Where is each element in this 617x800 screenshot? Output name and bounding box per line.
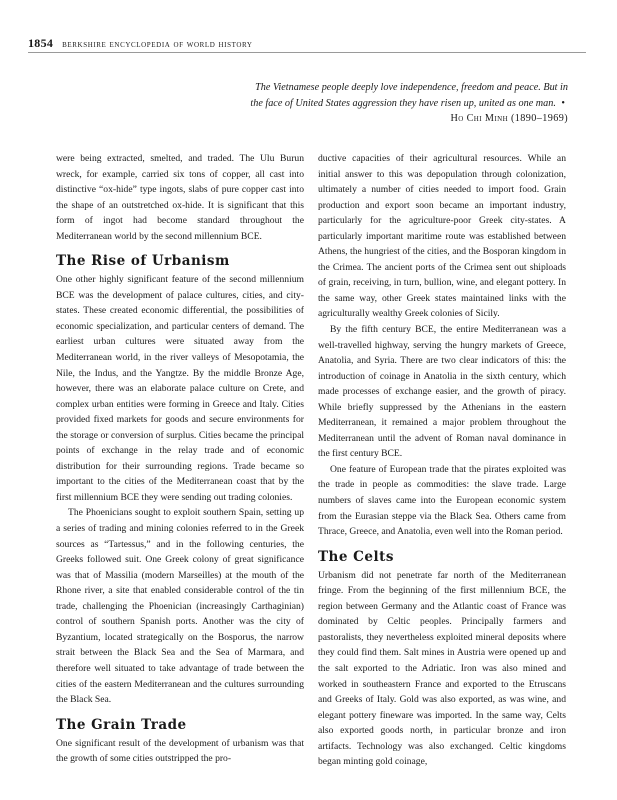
left-column <box>56 151 304 767</box>
section-heading-urbanism: The Rise of Urbanism <box>56 253 230 270</box>
quote-text: The Vietnamese people deeply love independence, freedom and peace. But in the face of United States aggression they have risen up, united as one man. <box>250 82 568 109</box>
quote-bullet: • <box>561 97 565 109</box>
epigraph-quote <box>250 80 568 127</box>
header-rule <box>28 52 586 53</box>
paragraph: One other highly significant feature of the second millennium BCE was the development of palace cultures, cities, and city-states. These created economic differential, the possibilities of economic specialization, and particular centers of demand. The earliest urban cultures were situated away from the Mediterranean world, in the river valleys of Mesopotamia, the Nile, the Indus, and the Yangtze. By the middle Bronze Age, however, there was an elaborate palace culture on Crete, and complex urban entities were forming in Greece and Italy. Cities provided fixed markets for goods and secure environments for the storage or conversion of surplus. Cities became the principal points of exchange in the relay trade and of economic distribution for their surrounding regions. Trade became so important to the cities of the Mediterranean coast that by the first millennium BCE they were sending out trading colonies. <box>56 274 304 503</box>
quote-attribution: Ho Chi Minh (1890–1969) <box>450 113 568 124</box>
paragraph: By the fifth century BCE, the entire Mediterranean was a well-travelled highway, serving the hungry markets of Greece, Anatolia, and Syria. There are two clear indicators of this: the introduction of coinage in Anatolia in the sixth century, which made processes of exchange easier, and the growth of piracy. While briefly suppressed by the Athenians in the eastern Mediterranean, it remained a major problem throughout the Mediterranean until the advent of Roman naval dominance in the first century BCE. <box>318 324 566 460</box>
running-title: berkshire encyclopedia of world history <box>62 39 253 50</box>
paragraph: were being extracted, smelted, and traded. The Ulu Burun wreck, for example, carried six tons of copper, all cast into distinctive “ox-hide” type ingots, slabs of pure copper cast into the shape of an outstretched ox-hide. It is significant that this form of ingot had become standard throughout the Mediterranean world by the second millennium BCE. <box>56 153 304 242</box>
running-header <box>28 36 253 51</box>
paragraph: Urbanism did not penetrate far north of the Mediterranean fringe. From the beginning of the first millennium BCE, the region between Germany and the Atlantic coast of France was dominated by Celtic peoples. Principally farmers and pastoralists, they nevertheless exploited mineral deposits where they could find them. Salt mines in Austria were opened up and the salt exported to the Adriatic. Iron was also mined and worked in southeastern France and exported to the Etruscans and Greeks of Italy. Gold was also exported, as was wine, and elegant pottery fineware was imported. In the same way, Celts also exported goods north, in particular bronze and iron artifacts. Technology was also exchanged. Celtic kingdoms began minting gold coinage, <box>318 569 566 768</box>
section-heading-grain-trade: The Grain Trade <box>56 716 187 733</box>
section-heading-celts: The Celts <box>318 548 394 565</box>
paragraph: One feature of European trade that the pirates exploited was the trade in people as commodities: the slave trade. Large numbers of slaves came into the European economic system from the Eurasian steppe via the Black Sea. Others came from Thrace, Greece, and Anatolia, even well into the Roman period. <box>318 463 566 538</box>
page-number: 1854 <box>28 36 54 50</box>
right-column <box>318 151 566 770</box>
paragraph: One significant result of the development of urbanism was that the growth of some cities outstripped the pro- <box>56 737 304 765</box>
paragraph: The Phoenicians sought to exploit southern Spain, setting up a series of trading and mining colonies referred to in the Greek sources as “Tartessus,” and in the following centuries, the Greeks followed suit. One Greek colony of great significance was that of Massilia (modern Marseilles) at the mouth of the Rhone river, a site that enabled considerable control of the tin trade, challenging the Phoenician (increasingly Carthaginian) control of southern Spanish ports. Another was the city of Byzantium, located strategically on the Bosporus, the narrow strait between the Black Sea and the Sea of Marmara, and therefore well situated to take advantage of trade between the cities of the eastern Mediterranean and the cultures surrounding the Black Sea. <box>56 507 304 706</box>
paragraph: ductive capacities of their agricultural resources. While an initial answer to this was depopulation through colonization, ultimately a number of cities needed to import food. Grain production and export soon became an important industry, particularly for the agriculture-poor Greek city-states. A particularly important maritime route was established between Athens, the hungriest of the cities, and the Bosporan kingdom in the Crimea. The ancient ports of the Crimea sent out shiploads of grain, receiving, in turn, bullion, wine, and elegant pottery. In the same way, other Greek states maintained links with the agriculturally wealthy Greek colonies of Sicily. <box>318 153 566 320</box>
